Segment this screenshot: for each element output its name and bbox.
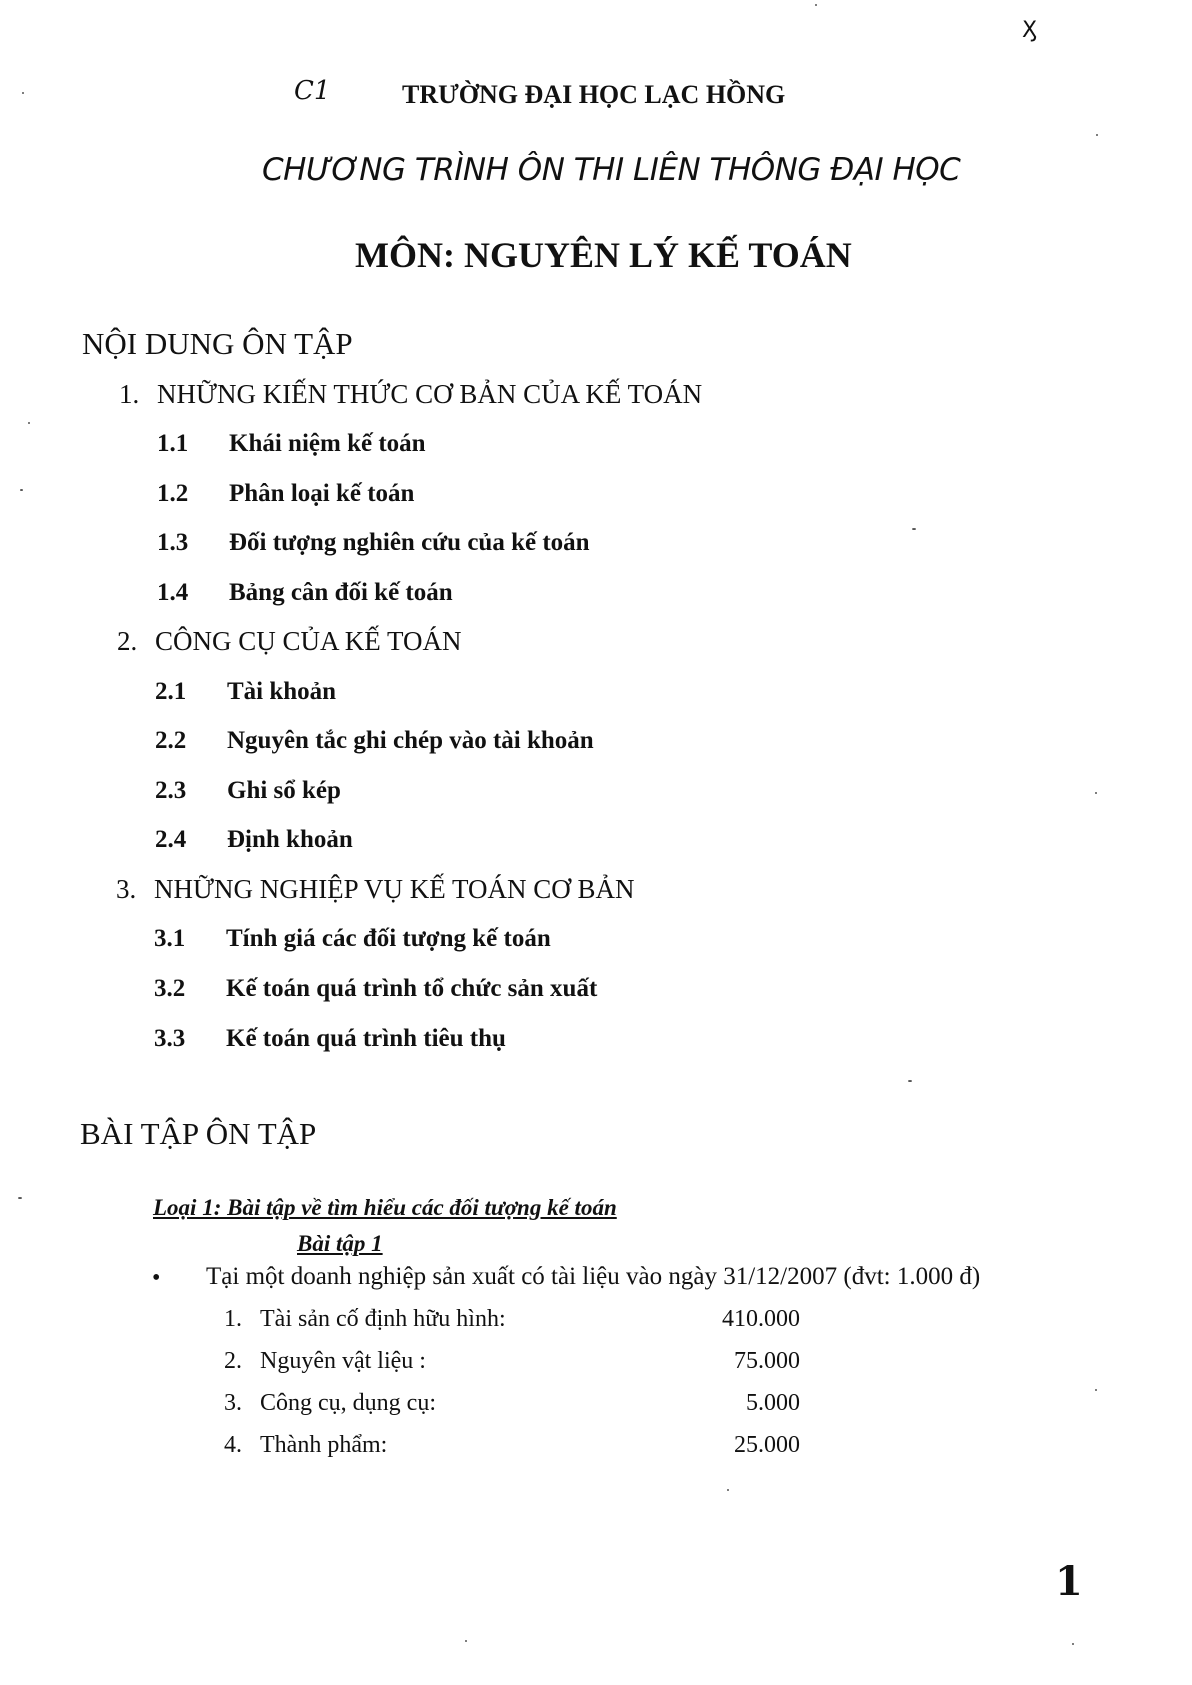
asset-row — [224, 1433, 804, 1461]
topic-item — [155, 827, 755, 855]
asset-row — [224, 1307, 804, 1335]
topic-item — [155, 679, 755, 707]
topic-item — [157, 431, 757, 459]
topic-number: 1.4 — [157, 579, 189, 606]
scan-speck — [28, 422, 30, 424]
topic-text: Kế toán quá trình tiêu thụ — [226, 1025, 506, 1052]
university-name: TRƯỜNG ĐẠI HỌC LẠC HỒNG — [402, 80, 786, 109]
chapter-2 — [117, 628, 817, 658]
asset-label: Nguyên vật liệu : — [260, 1348, 426, 1374]
asset-row — [224, 1349, 804, 1377]
chapter-number: 1. — [119, 379, 140, 409]
asset-value: 5.000 — [746, 1390, 800, 1416]
topic-number: 1.2 — [157, 480, 189, 507]
asset-value: 25.000 — [734, 1432, 800, 1458]
program-title: CHƯƠNG TRÌNH ÔN THI LIÊN THÔNG ĐẠI HỌC — [262, 152, 961, 188]
scan-speck — [22, 92, 24, 94]
scan-speck — [465, 1640, 467, 1642]
asset-number: 3. — [224, 1390, 242, 1416]
topic-item — [154, 976, 754, 1004]
topic-text: Định khoản — [227, 826, 353, 853]
topic-number: 2.4 — [155, 826, 187, 853]
topic-text: Nguyên tắc ghi chép vào tài khoản — [227, 727, 594, 754]
topic-item — [154, 926, 754, 954]
scan-speck — [1072, 1643, 1074, 1645]
topic-number: 2.2 — [155, 727, 187, 754]
chapter-1 — [119, 381, 819, 411]
asset-number: 4. — [224, 1432, 242, 1458]
topic-text: Ghi sổ kép — [227, 777, 341, 804]
asset-number: 2. — [224, 1348, 242, 1374]
scan-speck — [18, 1197, 22, 1199]
exercise-type-label: Loại 1: Bài tập về tìm hiểu các đối tượng kế toán — [153, 1195, 617, 1220]
asset-value: 410.000 — [722, 1306, 800, 1332]
topic-text: Phân loại kế toán — [229, 480, 415, 507]
chapter-title: CÔNG CỤ CỦA KẾ TOÁN — [155, 626, 462, 656]
topic-item — [157, 530, 757, 558]
chapter-title: NHỮNG NGHIỆP VỤ KẾ TOÁN CƠ BẢN — [154, 874, 635, 904]
topic-item — [157, 580, 757, 608]
topic-text: Bảng cân đối kế toán — [229, 579, 453, 606]
topic-number: 3.2 — [154, 975, 186, 1002]
topic-item — [157, 481, 757, 509]
asset-number: 1. — [224, 1306, 242, 1332]
topic-number: 2.1 — [155, 678, 187, 705]
scan-speck — [1096, 134, 1098, 136]
exercise-intro-text: Tại một doanh nghiệp sản xuất có tài liệu vào ngày 31/12/2007 (đvt: 1.000 đ) — [206, 1263, 981, 1290]
topic-item — [155, 778, 755, 806]
bullet-point: • — [152, 1265, 161, 1291]
chapter-number: 2. — [117, 626, 138, 656]
topic-number: 2.3 — [155, 777, 187, 804]
scan-speck — [908, 1080, 912, 1082]
topic-item — [154, 1026, 754, 1054]
scan-speck — [1095, 792, 1097, 794]
topic-number: 1.1 — [157, 430, 189, 457]
topic-number: 3.3 — [154, 1025, 186, 1052]
section-review-content-title: NỘI DUNG ÔN TẬP — [82, 326, 353, 361]
asset-label: Thành phẩm: — [260, 1432, 388, 1458]
scan-speck — [20, 489, 23, 491]
topic-item — [155, 728, 755, 756]
chapter-title: NHỮNG KIẾN THỨC CƠ BẢN CỦA KẾ TOÁN — [157, 379, 703, 409]
topic-text: Khái niệm kế toán — [229, 430, 426, 457]
asset-value: 75.000 — [734, 1348, 800, 1374]
topic-text: Đối tượng nghiên cứu của kế toán — [229, 529, 590, 556]
section-exercises-title: BÀI TẬP ÔN TẬP — [80, 1116, 317, 1151]
scan-speck — [1095, 1389, 1097, 1391]
chapter-number: 3. — [116, 874, 137, 904]
subject-title: MÔN: NGUYÊN LÝ KẾ TOÁN — [355, 235, 852, 275]
topic-text: Kế toán quá trình tổ chức sản xuất — [226, 975, 598, 1002]
topic-number: 1.3 — [157, 529, 189, 556]
scan-speck — [727, 1489, 729, 1491]
asset-label: Công cụ, dụng cụ: — [260, 1390, 436, 1416]
scan-speck — [912, 528, 916, 530]
corner-mark: Ӽ — [1022, 18, 1038, 43]
asset-row — [224, 1391, 804, 1419]
topic-text: Tài khoản — [227, 678, 337, 705]
topic-text: Tính giá các đối tượng kế toán — [226, 925, 551, 952]
topic-number: 3.1 — [154, 925, 186, 952]
page-number: 1 — [1055, 1558, 1083, 1605]
handwritten-note: C1 — [294, 76, 331, 106]
exercise-title: Bài tập 1 — [297, 1231, 383, 1256]
scan-speck — [815, 4, 817, 6]
chapter-3 — [116, 876, 816, 906]
asset-label: Tài sản cố định hữu hình: — [260, 1306, 506, 1332]
